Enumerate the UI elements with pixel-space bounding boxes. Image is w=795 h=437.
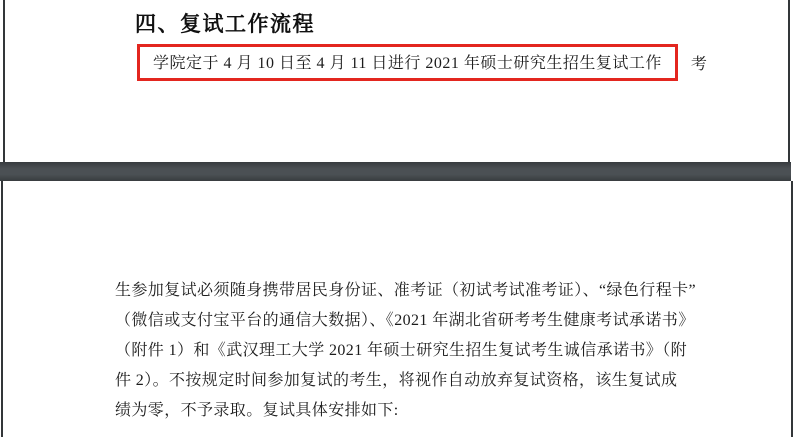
paragraph-line: 件 2）。不按规定时间参加复试的考生，将视作自动放弃复试资格，该生复试成 [115, 372, 678, 389]
highlighted-sentence-row [137, 44, 707, 81]
section-heading: 四、复试工作流程 [135, 13, 315, 36]
page-break-separator [0, 162, 791, 181]
sentence-continuation-char: 考 [690, 56, 707, 73]
page-fragment-bottom [1, 181, 793, 437]
red-annotation-box: 学院定于 4 月 10 日至 4 月 11 日进行 2021 年硕士研究生招生复试工作 [137, 44, 678, 81]
page-fragment-top [3, 0, 790, 162]
paragraph-line: 生参加复试必须随身携带居民身份证、准考证（初试考试准考证）、“绿色行程卡” [115, 282, 697, 299]
paragraph-line: （微信或支付宝平台的通信大数据）、《2021 年湖北省研考考生健康考试承诺书》 [115, 312, 695, 329]
paragraph-line: 绩为零，不予录取。复试具体安排如下: [115, 402, 399, 419]
paragraph-line: （附件 1）和《武汉理工大学 2021 年硕士研究生招生复试考生诚信承诺书》（附 [115, 342, 688, 359]
body-paragraph [115, 276, 697, 426]
